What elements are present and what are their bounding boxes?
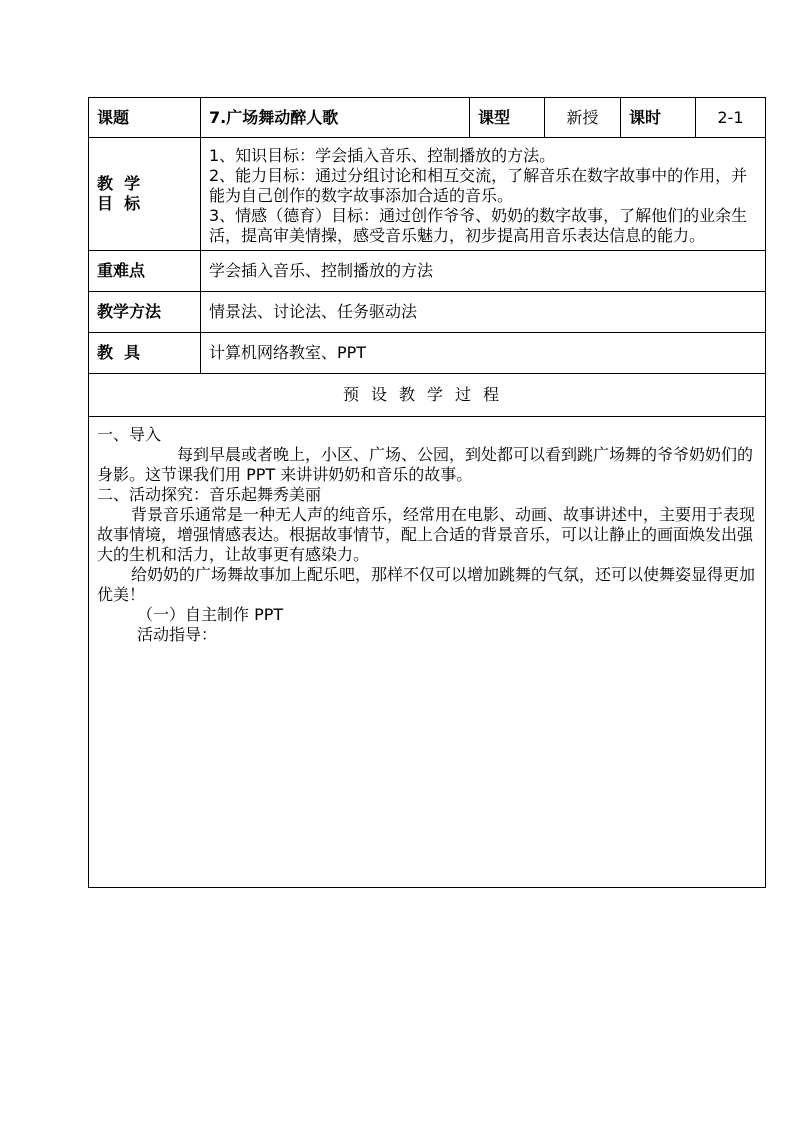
section2-para1: 背景音乐通常是一种无人声的纯音乐，经常用在电影、动画、故事讲述中，主要用于表现故事情境，增强情感表达。根据故事情节，配上合适的背景音乐，可以让静止的画面焕发出强大的生机和活力，让故事更有感染力。	[97, 505, 756, 564]
key-points-label: 重难点	[89, 251, 201, 292]
type-label: 课型	[470, 98, 545, 138]
goals-row	[89, 138, 766, 251]
methods-row	[89, 292, 766, 333]
type-value: 新授	[545, 98, 621, 138]
sub1-heading: （一）自主制作 PPT	[137, 605, 284, 624]
goals-content	[201, 138, 766, 251]
goals-label-line1: 教 学	[97, 174, 141, 193]
process-content	[89, 417, 766, 888]
topic-label: 课题	[89, 98, 201, 138]
key-points-value: 学会插入音乐、控制播放的方法	[201, 251, 766, 292]
methods-label: 教学方法	[89, 292, 201, 333]
methods-value: 情景法、讨论法、任务驱动法	[201, 292, 766, 333]
key-points-row	[89, 251, 766, 292]
section2-para2: 给奶奶的广场舞故事加上配乐吧，那样不仅可以增加跳舞的气氛，还可以使舞姿显得更加优美！	[97, 565, 756, 604]
tools-value: 计算机网络教室、PPT	[201, 333, 766, 374]
section2-heading: 二、活动探究：音乐起舞秀美丽	[97, 485, 322, 504]
sub1-text: 活动指导：	[137, 625, 218, 644]
goals-label	[89, 138, 201, 251]
period-label: 课时	[621, 98, 696, 138]
goal-item: 1、知识目标：学会插入音乐、控制播放的方法。	[209, 146, 556, 165]
lesson-plan-table	[88, 97, 766, 888]
goal-item: 3、情感（德育）目标：通过创作爷爷、奶奶的数字故事，了解他们的业余生活，提高审美情操，感受音乐魅力，初步提高用音乐表达信息的能力。	[209, 206, 748, 245]
tools-label: 教 具	[89, 333, 201, 374]
header-row	[89, 98, 766, 138]
section1-text: 每到早晨或者晚上，小区、广场、公园，到处都可以看到跳广场舞的爷爷奶奶们的身影。这节课我们用 PPT 来讲讲奶奶和音乐的故事。	[97, 445, 754, 484]
process-title-row	[89, 374, 766, 417]
period-value: 2-1	[696, 98, 766, 138]
process-title: 预设教学过程	[89, 374, 766, 417]
tools-row	[89, 333, 766, 374]
goals-label-line2: 目 标	[97, 194, 141, 213]
process-row	[89, 417, 766, 888]
goal-item: 2、能力目标：通过分组讨论和相互交流，了解音乐在数字故事中的作用，并能为自己创作的数字故事添加合适的音乐。	[209, 166, 748, 205]
section1-heading: 一、导入	[97, 425, 162, 444]
topic-value: 7.广场舞动醉人歌	[201, 98, 470, 138]
